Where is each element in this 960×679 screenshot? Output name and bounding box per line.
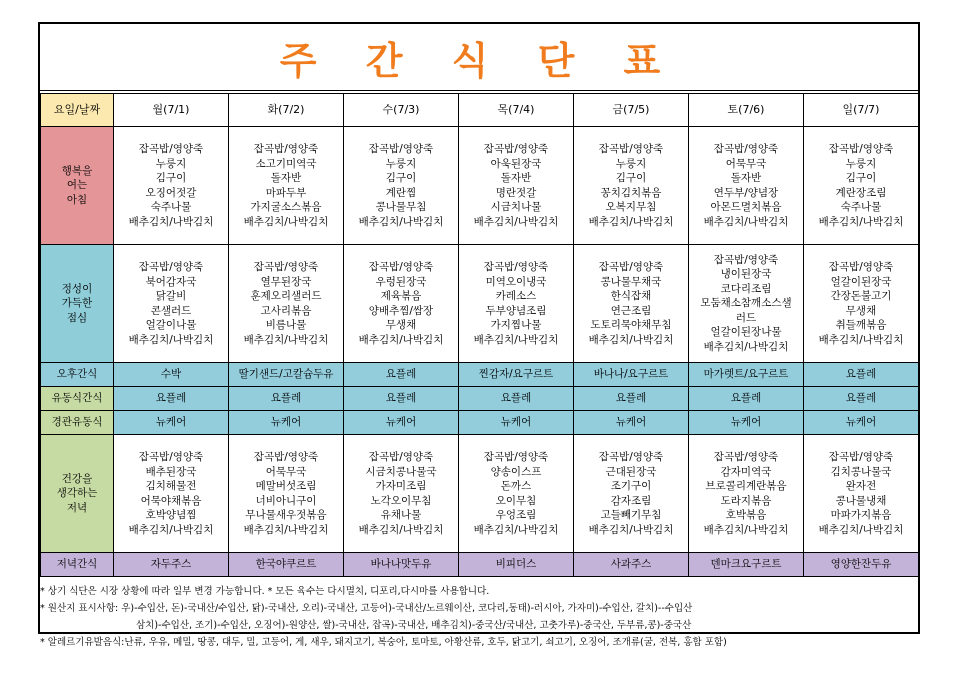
- menu-item: 배추김치/나박김치: [473, 523, 559, 536]
- menu-item: 가지찜나물: [490, 319, 542, 331]
- menu-item: 잡곡밥/영양죽: [828, 143, 894, 155]
- menu-frame: [38, 22, 920, 634]
- menu-item: 미역오이냉국: [485, 275, 547, 288]
- menu-item: 두부양념조림: [485, 304, 547, 317]
- snack-cell: 자두주스: [114, 553, 229, 577]
- menu-item: 아욱된장국: [490, 157, 542, 170]
- menu-item: 콩나물냉채: [835, 494, 887, 507]
- meal-label-line: 아침: [66, 193, 88, 206]
- footnotes: [40, 583, 918, 651]
- menu-item: 배추김치/나박김치: [473, 215, 559, 228]
- menu-item: 한식잡채: [610, 290, 652, 302]
- snack-cell: 요플레: [229, 387, 344, 411]
- menu-item: 코다리조림: [720, 282, 772, 295]
- menu-item: 취들깨볶음: [835, 319, 887, 331]
- menu-item: 시금치나물: [490, 201, 542, 213]
- snack-cell: 딸기샌드/고칼슘두유: [229, 363, 344, 387]
- menu-item: 배추김치/나박김치: [703, 523, 789, 536]
- snack-cell: 요플레: [574, 387, 689, 411]
- menu-item: 러드: [735, 311, 757, 324]
- menu-item: 무생채: [385, 319, 417, 331]
- meal-label-line: 점심: [66, 311, 88, 324]
- menu-cell: [459, 127, 574, 245]
- menu-item: 시금치콩나물국: [365, 465, 437, 478]
- menu-cell: [344, 127, 459, 245]
- menu-item: 잡곡밥/영양죽: [253, 143, 319, 155]
- menu-item: 김구이: [155, 172, 187, 184]
- menu-item: 잡곡밥/영양죽: [138, 451, 204, 463]
- menu-item: 배추김치/나박김치: [358, 523, 444, 536]
- day-header: 월(7/1): [114, 94, 229, 127]
- menu-item: 잡곡밥/영양죽: [598, 143, 664, 155]
- menu-cell: [114, 435, 229, 553]
- snack-cell: 사과주스: [574, 553, 689, 577]
- menu-cell: [114, 245, 229, 363]
- menu-item: 연근조림: [610, 304, 652, 317]
- snack-cell: 요플레: [114, 387, 229, 411]
- menu-item: 양송이스프: [490, 465, 542, 478]
- meal-label-line: 생각하는: [56, 487, 98, 500]
- menu-item: 냉이된장국: [720, 268, 772, 281]
- menu-cell: [689, 245, 804, 363]
- evening-snack-row: [41, 553, 919, 577]
- header-corner: 요일/날짜: [41, 94, 114, 127]
- meal-label-line: 가득한: [61, 297, 93, 310]
- meal-label-line: 여는: [66, 179, 88, 192]
- menu-item: 어묵야채볶음: [140, 494, 202, 507]
- note-line: * 원산지 표시사항: 우)-수입산, 돈)-국내산/수입산, 닭)-국내산, 오리)-국내산, 고등어)-국내산/노르웨이산, 코다리,동태)-러시아, 가자미)-수입산, 갈치)--수입산: [40, 603, 693, 614]
- menu-cell: [459, 435, 574, 553]
- day-header: 금(7/5): [574, 94, 689, 127]
- menu-item: 누룽지: [385, 157, 417, 170]
- menu-item: 도라지볶음: [720, 494, 772, 507]
- menu-item: 배추김치/나박김치: [588, 333, 674, 346]
- menu-item: 메말버섯조림: [255, 480, 317, 492]
- menu-item: 고사리볶음: [260, 304, 312, 317]
- menu-cell: [689, 435, 804, 553]
- menu-item: 배추김치/나박김치: [358, 215, 444, 228]
- menu-item: 잡곡밥/영양죽: [598, 261, 664, 273]
- liquid-snack-row: [41, 387, 919, 411]
- menu-item: 오이무침: [495, 494, 537, 507]
- menu-item: 무생채: [845, 304, 877, 317]
- tube-snack-row: [41, 411, 919, 435]
- breakfast-row: [41, 127, 919, 245]
- menu-item: 콘샐러드: [150, 304, 192, 317]
- menu-item: 가지굴소스볶음: [250, 201, 322, 213]
- menu-item: 양배추찜/쌈장: [368, 304, 434, 317]
- menu-item: 얼갈이된장국: [830, 275, 892, 288]
- menu-item: 콩나물무채국: [600, 275, 662, 288]
- menu-item: 명란젓갈: [495, 186, 537, 199]
- menu-item: 조기구이: [610, 480, 652, 492]
- snack-cell: 수박: [114, 363, 229, 387]
- menu-item: 얼갈이나물: [145, 319, 197, 331]
- menu-item: 잡곡밥/영양죽: [253, 451, 319, 463]
- menu-item: 근대된장국: [605, 465, 657, 478]
- menu-item: 누룽지: [845, 157, 877, 170]
- snack-cell: 요플레: [804, 387, 919, 411]
- evening-snack-label: 저녁간식: [41, 553, 114, 577]
- menu-item: 마파두부: [265, 186, 307, 199]
- menu-item: 배추김치/나박김치: [588, 523, 674, 536]
- menu-item: 잡곡밥/영양죽: [828, 451, 894, 463]
- menu-item: 잡곡밥/영양죽: [713, 253, 779, 266]
- menu-item: 콩나물무침: [375, 201, 427, 213]
- menu-item: 계란찜: [385, 186, 417, 199]
- menu-item: 연두부/양념장: [713, 186, 779, 199]
- menu-item: 돌자반: [730, 172, 762, 184]
- day-header: 목(7/4): [459, 94, 574, 127]
- lunch-row: [41, 245, 919, 363]
- menu-cell: [229, 435, 344, 553]
- menu-item: 호박양념찜: [145, 509, 197, 521]
- note-line: 삼치)-수입산, 조기)-수입산, 오징어)-원양산, 쌀)-국내산, 잡곡)-국내산, 배추김치)-중국산/국내산, 고춧가루)-중국산, 두부류,콩)-중국산: [136, 620, 692, 631]
- snack-cell: 요플레: [344, 387, 459, 411]
- menu-item: 소고기미역국: [255, 157, 317, 170]
- menu-item: 열무된장국: [260, 275, 312, 288]
- menu-item: 우엉조림: [495, 509, 537, 521]
- dinner-label: [41, 435, 114, 553]
- menu-item: 배추된장국: [145, 465, 197, 478]
- afternoon-snack-row: [41, 363, 919, 387]
- menu-item: 잡곡밥/영양죽: [368, 261, 434, 273]
- menu-item: 배추김치/나박김치: [703, 340, 789, 353]
- header-row: [41, 94, 919, 127]
- menu-item: 감자미역국: [720, 465, 772, 478]
- snack-cell: 한국야쿠르트: [229, 553, 344, 577]
- snack-cell: 바나나맛두유: [344, 553, 459, 577]
- menu-item: 잡곡밥/영양죽: [483, 261, 549, 273]
- meal-label-line: 건강을: [61, 472, 93, 485]
- menu-item: 잡곡밥/영양죽: [483, 143, 549, 155]
- menu-item: 모둠채소참깨소스샐: [700, 297, 792, 310]
- menu-item: 제육볶음: [380, 290, 422, 302]
- menu-item: 배추김치/나박김치: [473, 333, 559, 346]
- menu-item: 유채나물: [380, 509, 422, 521]
- day-header: 수(7/3): [344, 94, 459, 127]
- snack-cell: 뉴케어: [114, 411, 229, 435]
- menu-item: 어묵무국: [265, 465, 307, 478]
- note-line: * 알레르기유발음식:난류, 우유, 메밀, 땅콩, 대두, 밀, 고등어, 게, 새우, 돼지고기, 복숭아, 토마토, 아황산류, 호두, 닭고기, 쇠고기, 오징어, 조개류(굴, 전복, 홍합 포함): [40, 637, 727, 648]
- menu-item: 고들빼기무침: [600, 509, 662, 521]
- day-header: 화(7/2): [229, 94, 344, 127]
- menu-item: 계란장조림: [835, 186, 887, 199]
- menu-cell: [574, 245, 689, 363]
- meal-label-line: 정성이: [61, 282, 93, 295]
- snack-cell: 뉴케어: [229, 411, 344, 435]
- menu-item: 간장돈불고기: [830, 290, 892, 302]
- menu-item: 브로콜리계란볶음: [705, 480, 787, 492]
- afternoon-snack-label: 오후간식: [41, 363, 114, 387]
- snack-cell: 뉴케어: [344, 411, 459, 435]
- snack-cell: 바나나/요구르트: [574, 363, 689, 387]
- menu-cell: [804, 127, 919, 245]
- menu-item: 배추김치/나박김치: [818, 523, 904, 536]
- menu-item: 비름나물: [265, 319, 307, 331]
- snack-cell: 뉴케어: [689, 411, 804, 435]
- weekly-menu-table: [40, 93, 919, 577]
- menu-cell: [574, 435, 689, 553]
- menu-item: 돈까스: [500, 480, 532, 492]
- snack-cell: 뉴케어: [574, 411, 689, 435]
- menu-item: 도토리묵야채무침: [590, 319, 672, 331]
- note-line: * 상기 식단은 시장 상황에 따라 일부 변경 가능합니다. * 모든 육수는 다시멸치, 디포리,다시마를 사용합니다.: [40, 586, 490, 597]
- snack-cell: 뉴케어: [459, 411, 574, 435]
- menu-item: 누룽지: [615, 157, 647, 170]
- menu-item: 잡곡밥/영양죽: [138, 261, 204, 273]
- menu-item: 아몬드멸치볶음: [710, 201, 782, 213]
- menu-item: 배추김치/나박김치: [818, 333, 904, 346]
- snack-cell: 찐감자/요구르트: [459, 363, 574, 387]
- snack-cell: 뉴케어: [804, 411, 919, 435]
- snack-cell: 덴마크요구르트: [689, 553, 804, 577]
- menu-item: 마파가지볶음: [830, 509, 892, 521]
- menu-item: 무나물새우젓볶음: [245, 509, 327, 521]
- menu-item: 돌자반: [270, 172, 302, 184]
- menu-item: 배추김치/나박김치: [243, 333, 329, 346]
- menu-item: 훈제오리샐러드: [250, 290, 322, 302]
- snack-cell: 요플레: [344, 363, 459, 387]
- menu-item: 닭갈비: [155, 290, 187, 302]
- menu-item: 배추김치/나박김치: [588, 215, 674, 228]
- menu-item: 배추김치/나박김치: [243, 215, 329, 228]
- menu-cell: [344, 435, 459, 553]
- menu-item: 북어감자국: [145, 275, 197, 288]
- menu-item: 김구이: [385, 172, 417, 184]
- day-header: 토(7/6): [689, 94, 804, 127]
- liquid-snack-label: 유동식간식: [41, 387, 114, 411]
- snack-cell: 마가렛트/요구르트: [689, 363, 804, 387]
- menu-item: 배추김치/나박김치: [128, 523, 214, 536]
- menu-item: 오복지무침: [605, 201, 657, 213]
- menu-item: 잡곡밥/영양죽: [598, 451, 664, 463]
- menu-item: 잡곡밥/영양죽: [713, 451, 779, 463]
- snack-cell: 요플레: [459, 387, 574, 411]
- menu-item: 오징어젓갈: [145, 186, 197, 199]
- menu-item: 잡곡밥/영양죽: [828, 261, 894, 273]
- menu-item: 배추김치/나박김치: [128, 215, 214, 228]
- menu-cell: [344, 245, 459, 363]
- menu-cell: [459, 245, 574, 363]
- snack-cell: 요플레: [804, 363, 919, 387]
- menu-item: 가자미조림: [375, 480, 427, 492]
- menu-cell: [804, 435, 919, 553]
- menu-item: 너비아니구이: [255, 494, 317, 507]
- menu-item: 김치콩나물국: [830, 465, 892, 478]
- menu-item: 우렁된장국: [375, 275, 427, 288]
- menu-item: 숙주나물: [150, 201, 192, 213]
- menu-item: 노각오이무침: [370, 494, 432, 507]
- breakfast-label: [41, 127, 114, 245]
- menu-item: 얼갈이된장나물: [710, 326, 782, 339]
- menu-item: 잡곡밥/영양죽: [713, 143, 779, 155]
- snack-cell: 요플레: [689, 387, 804, 411]
- menu-item: 배추김치/나박김치: [243, 523, 329, 536]
- page-title: 주 간 식 단 표: [40, 24, 918, 91]
- menu-cell: [229, 245, 344, 363]
- menu-item: 돌자반: [500, 172, 532, 184]
- menu-item: 호박볶음: [725, 509, 767, 521]
- menu-cell: [689, 127, 804, 245]
- menu-item: 숙주나물: [840, 201, 882, 213]
- menu-item: 배추김치/나박김치: [358, 333, 444, 346]
- menu-item: 잡곡밥/영양죽: [368, 143, 434, 155]
- day-header: 일(7/7): [804, 94, 919, 127]
- menu-item: 잡곡밥/영양죽: [253, 261, 319, 273]
- meal-label-line: 행복을: [61, 164, 93, 177]
- menu-item: 어묵무국: [725, 157, 767, 170]
- meal-label-line: 저녁: [66, 501, 88, 514]
- menu-item: 김치해물전: [145, 480, 197, 492]
- menu-item: 김구이: [615, 172, 647, 184]
- menu-cell: [114, 127, 229, 245]
- menu-item: 잡곡밥/영양죽: [138, 143, 204, 155]
- lunch-label: [41, 245, 114, 363]
- tube-snack-label: 경관유동식: [41, 411, 114, 435]
- menu-item: 꽁치김치볶음: [600, 186, 662, 199]
- menu-item: 잡곡밥/영양죽: [483, 451, 549, 463]
- menu-item: 완자전: [845, 480, 877, 492]
- menu-cell: [804, 245, 919, 363]
- menu-item: 배추김치/나박김치: [128, 333, 214, 346]
- menu-item: 배추김치/나박김치: [703, 215, 789, 228]
- menu-item: 김구이: [845, 172, 877, 184]
- dinner-row: [41, 435, 919, 553]
- menu-item: 감자조림: [610, 494, 652, 507]
- menu-cell: [229, 127, 344, 245]
- snack-cell: 비피더스: [459, 553, 574, 577]
- menu-item: 잡곡밥/영양죽: [368, 451, 434, 463]
- menu-item: 누룽지: [155, 157, 187, 170]
- menu-item: 배추김치/나박김치: [818, 215, 904, 228]
- snack-cell: 영양한잔두유: [804, 553, 919, 577]
- menu-cell: [574, 127, 689, 245]
- menu-item: 카레소스: [495, 290, 537, 302]
